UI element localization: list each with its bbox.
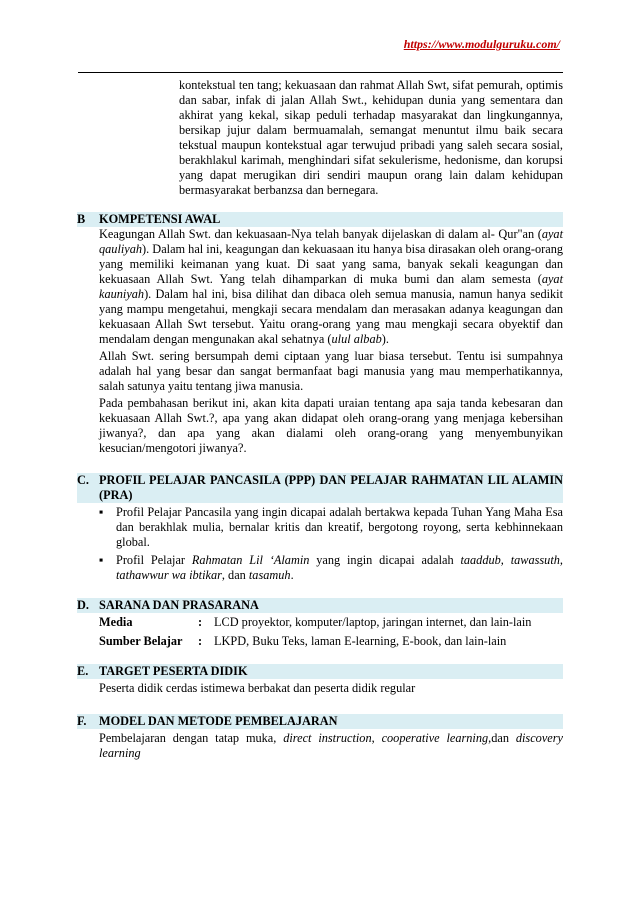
section-letter: D.: [77, 598, 89, 612]
row-key: Sumber Belajar: [99, 634, 183, 648]
section-e-body: [99, 681, 563, 696]
document-content: [77, 78, 563, 763]
list-item: ▪ Profil Pelajar Rahmatan Lil ‘Alamin yang ingin dicapai adalah taaddub, tawassuth, tathawwur wa ibtikar, dan tasamuh.: [99, 553, 563, 582]
row-colon: :: [198, 615, 203, 629]
section-f-heading: [77, 714, 563, 729]
row-key: Media: [99, 615, 133, 629]
header-url-link[interactable]: https://www.modulguruku.com/: [403, 37, 560, 51]
section-title: KOMPETENSI AWAL: [99, 212, 221, 226]
section-letter: E.: [77, 664, 89, 678]
sarana-row-sumber-belajar: [99, 634, 563, 649]
section-c-heading: [77, 473, 563, 503]
intro-paragraph: kontekstual ten tang; kekuasaan dan rahmat Allah Swt, sifat pemurah, optimis dan sabar, infak di jalan Allah Swt., kehidupan dunia yang sementara dan akhirat yang kekal, sikap peduli terhadap masyarakat dan lingkungannya, bersikap jujur dalam bermuamalah, semangat menuntut ilmu baik secara tekstual maupun kontekstual agar terwujud pribadi yang saleh secara sosial, berakhlakul karimah, menghindari sifat sekulerisme, hedonisme, dan korupsi yang dapat merugikan diri sendiri maupun orang lain dalam kehidupan bermasyarakat berbanzsa dan bernegara.: [179, 78, 563, 197]
section-f-body: [99, 731, 563, 761]
section-b-heading: [77, 212, 563, 227]
section-title: PROFIL PELAJAR PANCASILA (PPP) DAN PELAJAR RAHMATAN LIL ALAMIN (PRA): [99, 473, 563, 502]
section-title: MODEL DAN METODE PEMBELAJARAN: [99, 714, 338, 728]
profil-list: [99, 505, 563, 583]
section-letter: F.: [77, 714, 87, 728]
bullet-icon: ▪: [99, 553, 104, 567]
row-value: LCD proyektor, komputer/laptop, jaringan internet, dan lain-lain: [214, 615, 532, 629]
section-title: SARANA DAN PRASARANA: [99, 598, 259, 612]
section-b-body: [99, 227, 563, 456]
bullet-icon: ▪: [99, 505, 104, 519]
section-d-body: [99, 615, 563, 649]
section-letter: C.: [77, 473, 89, 487]
model-text: Pembelajaran dengan tatap muka, direct instruction, cooperative learning,dan discovery learning: [99, 731, 563, 760]
section-e-heading: [77, 664, 563, 679]
section-d-heading: [77, 598, 563, 613]
kompetensi-paragraph-3: Pada pembahasan berikut ini, akan kita dapati uraian tentang apa saja tanda kebesaran dan kekuasaan Allah Swt.?, apa yang akan didapat oleh orang-orang yang menjaga kebersihan jiwanya?, dan apa yang akan dialami oleh orang-orang yang menyembunyikan kesucian/mengotori jiwanya?.: [99, 396, 563, 455]
section-c-body: [99, 505, 563, 583]
header-divider: [78, 72, 563, 73]
target-text: Peserta didik cerdas istimewa berbakat dan peserta didik regular: [99, 681, 416, 695]
kompetensi-paragraph-1: Keagungan Allah Swt. dan kekuasaan-Nya telah banyak dijelaskan di dalam al- Qur"an (ayat qauliyah). Dalam hal ini, keagungan dan kekuasaan itu hanya bisa dirasakan oleh orang-orang yang memiliki keimanan yang kuat. Di saat yang sama, banyak sekali keagungan dan kekuasaan Allah Swt. Yang telah dihamparkan di muka bumi dan alam semesta (ayat kauniyah). Dalam hal ini, bisa dilihat dan dibaca oleh semua manusia, namun hanya sedikit yang mampu mengetahui, mengkaji secara mendalam dan merasakan adanya keagungan dan kekuasaan Allah Swt tersebut. Yaitu orang-orang yang mau mengkaji secara obyektif dan mendalam dengan mengunakan akal sehatnya (ulul albab).: [99, 227, 563, 346]
list-item: ▪ Profil Pelajar Pancasila yang ingin dicapai adalah bertakwa kepada Tuhan Yang Maha Esa dan berakhlak mulia, bernalar kritis dan kreatif, bergotong royong, serta kebhinnekaan global.: [99, 505, 563, 549]
row-colon: :: [198, 634, 203, 648]
row-value: LKPD, Buku Teks, laman E-learning, E-book, dan lain-lain: [214, 634, 507, 648]
sarana-row-media: [99, 615, 563, 630]
section-letter: B: [77, 212, 86, 226]
section-title: TARGET PESERTA DIDIK: [99, 664, 248, 678]
kompetensi-paragraph-2: Allah Swt. sering bersumpah demi ciptaan yang luar biasa tersebut. Tentu isi sumpahnya adalah hal yang besar dan sangat bermanfaat bagi manusia yang mau memperhatikannya, salah satunya yaitu tentang jiwa manusia.: [99, 349, 563, 393]
